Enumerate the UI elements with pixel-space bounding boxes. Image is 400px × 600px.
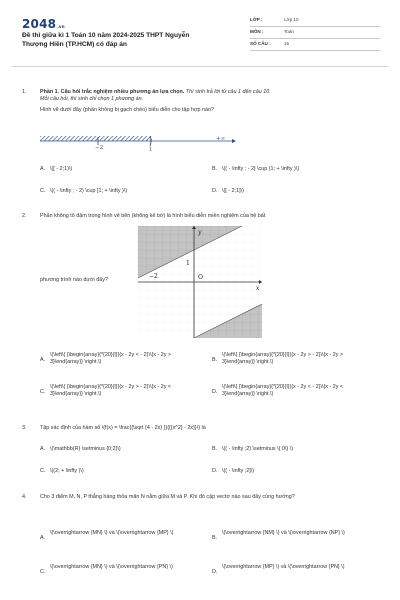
question-text: Tập xác định của hàm số \(f(x) = \frac{{\sqrt {4 - 2x} }}{{{x^2} - 2x}}\) là: [40, 425, 206, 431]
document-title: Đề thi giữa kì 1 Toán 10 năm 2024-2025 THPT Nguyễn Thượng Hiền (TP.HCM) có đáp án: [22, 32, 190, 48]
info-value: Toán: [284, 29, 294, 35]
question-3: [22, 425, 378, 432]
axis-arrow: [232, 139, 236, 143]
option-2a[interactable]: A. \(\left\{ {\begin{array}{*{20}{l}}{x - 2y < - 2}\\{x - 2y > 3}\end{array}} \right.\): [40, 352, 172, 366]
y-axis-label: y: [198, 229, 202, 236]
option-4c[interactable]: C. \(\overrightarrow {MN} \) và \(\overrightarrow {PN} \): [40, 564, 173, 575]
info-value: Lớp 10: [284, 17, 299, 23]
option-1b[interactable]: B. \(( - \infty ; - 2] \cup (1; + \infty )\): [212, 166, 300, 172]
exam-info-box: [250, 15, 380, 51]
hatched-region: [40, 136, 152, 141]
option-3b[interactable]: B. \(( - \infty ;2) \setminus \{ 0\} \): [212, 446, 293, 452]
option-3d[interactable]: D. \(( - \infty ;2]\): [212, 468, 255, 474]
site-logo[interactable]: 2048.vn: [22, 17, 65, 31]
question-number: 2.: [22, 213, 27, 219]
option-1d[interactable]: D. \([ - 2;1]\): [212, 188, 244, 194]
option-2d[interactable]: D. \(\left\{ {\begin{array}{*{20}{l}}{x - 2y < - 2}\\{x - 2y < 3}\end{array}} \right.\): [212, 384, 344, 398]
part-label: Phần 1. Câu hỏi trắc nghiệm nhiều phương án lựa chọn.: [40, 89, 185, 95]
option-3a[interactable]: A. \(\mathbb{R} \setminus {0;2}\): [40, 446, 121, 452]
question-number: 1.: [22, 89, 27, 95]
question-text: Phần không tô đậm trong hình vẽ bên (không kể bờ) là hình biểu diễn miền nghiệm của hệ bất: [40, 213, 266, 219]
header-divider: [12, 66, 388, 67]
label-plus-infinity: +∞: [216, 136, 226, 142]
info-row-subject: [250, 27, 380, 39]
origin-label: O: [198, 274, 203, 281]
tick-label-1: 1: [149, 147, 153, 152]
question-text: Hình vẽ dưới đây (phần không bị gạch chéo) biểu diễn cho tập hợp nào?: [40, 106, 215, 113]
option-4d[interactable]: D. \(\overrightarrow {MP} \) và \(\overrightarrow {PN} \): [212, 564, 345, 575]
inequality-region-graph: [138, 226, 262, 338]
info-value: 15: [284, 41, 290, 47]
option-1a[interactable]: A. \([ - 2;1)\): [40, 166, 73, 172]
info-row-class: [250, 15, 380, 27]
tick-label-minus-2: −2: [95, 145, 104, 151]
question-text: Cho 3 điểm M, N, P thẳng hàng thỏa mãn N nằm giữa M và P. Khi đó cặp vectơ nào sau đây cùng hướng?: [40, 494, 295, 500]
question-text-continued: phương trình nào dưới đây?: [40, 277, 108, 283]
option-2c[interactable]: C. \(\left\{ {\begin{array}{*{20}{l}}{x - 2y > - 2}\\{x - 2y < 3}\end{array}} \right.\): [40, 384, 172, 398]
question-1: [22, 89, 378, 114]
option-4b[interactable]: B. \(\overrightarrow {NM} \) và \(\overrightarrow {NP} \): [212, 530, 345, 541]
question-number: 4.: [22, 494, 27, 500]
x-axis-label: x: [256, 285, 260, 292]
option-3c[interactable]: C. \((2; + \infty )\): [40, 468, 84, 474]
question-number: 3.: [22, 425, 27, 431]
instruction-line-1: Thí sinh trả lời từ câu 1 đến câu 10.: [185, 89, 271, 95]
option-2b[interactable]: B. \(\left\{ {\begin{array}{*{20}{l}}{x - 2y > - 2}\\{x - 2y > 3}\end{array}} \right.\): [212, 352, 344, 366]
number-line-figure: [40, 132, 240, 152]
question-2: [22, 213, 378, 220]
info-label: SỐ CÂU :: [250, 41, 271, 47]
x-intercept-label: −2: [149, 273, 158, 280]
instruction-line-2: Mỗi câu hỏi, thí sinh chỉ chọn 1 phương án.: [40, 96, 144, 103]
info-label: MÔN :: [250, 29, 264, 35]
question-4: [22, 494, 378, 501]
info-label: LỚP :: [250, 17, 263, 23]
y-intercept-label: 1: [186, 260, 190, 267]
info-row-question-count: [250, 39, 380, 51]
option-4a[interactable]: A. \(\overrightarrow {MN} \) và \(\overrightarrow {MP} \): [40, 530, 174, 541]
option-1c[interactable]: C. \(( - \infty ; - 2) \cup [1; + \infty )\): [40, 188, 128, 194]
